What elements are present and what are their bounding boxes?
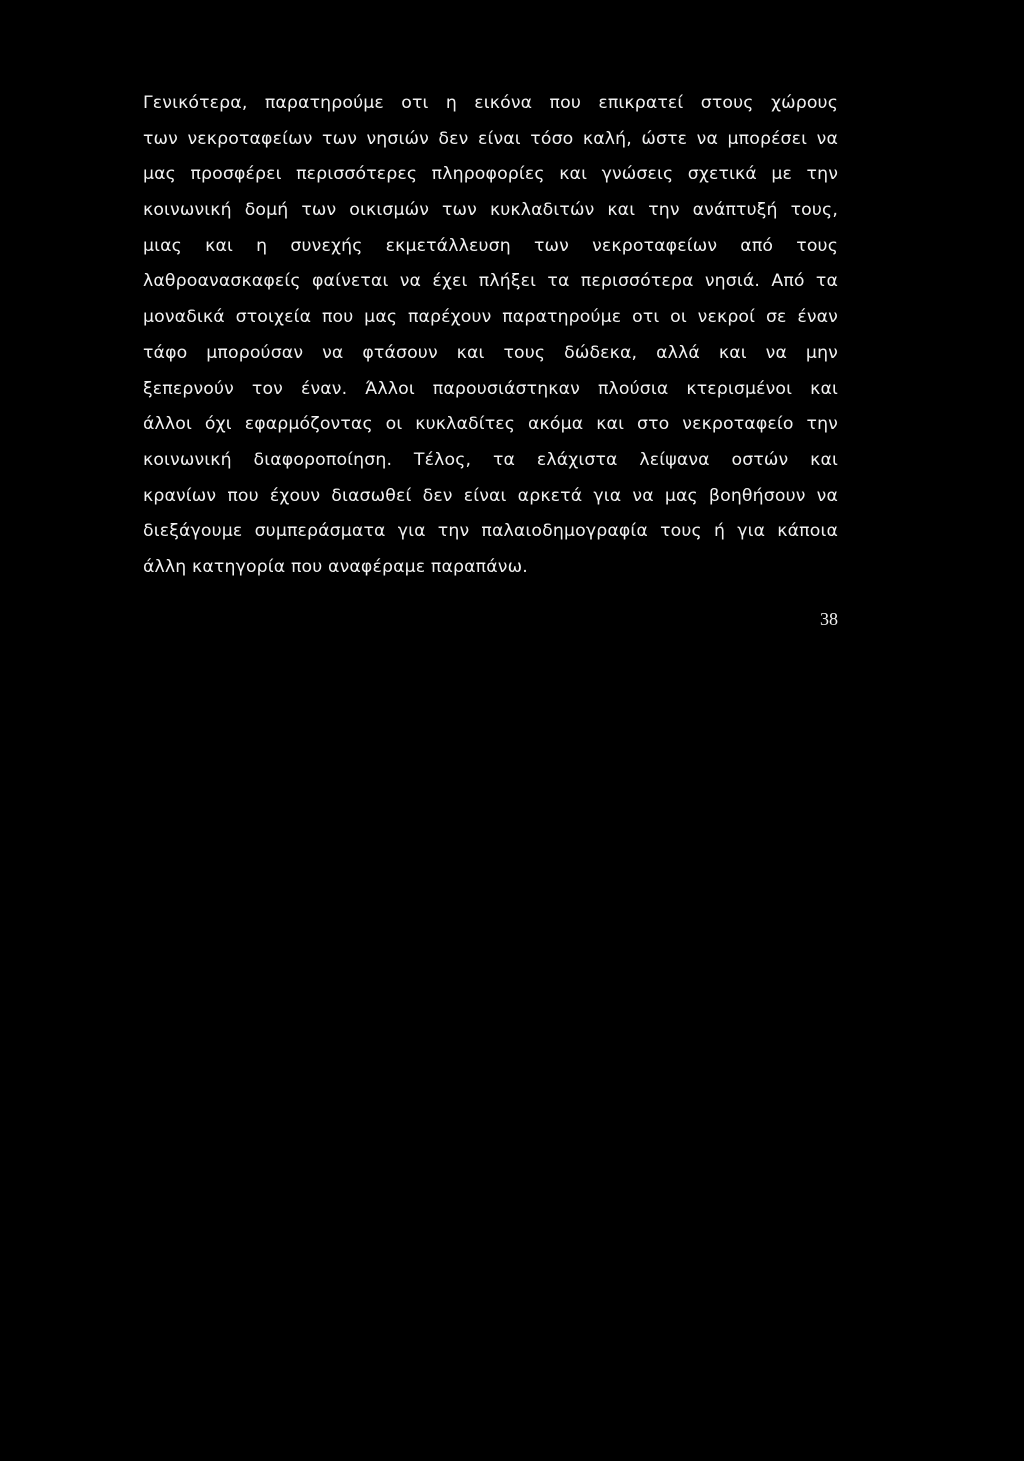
paragraph-line: τάφο μπορούσαν να φτάσουν και τους δώδεκα, αλλά και να μην — [143, 342, 838, 363]
paragraph-line: κοινωνική διαφοροποίηση. Τέλος, τα ελάχιστα λείψανα οστών και — [143, 449, 838, 470]
paragraph-line: άλλη κατηγορία που αναφέραμε παραπάνω. — [143, 556, 528, 577]
page-number: 38 — [820, 609, 838, 629]
paragraph-line: λαθροανασκαφείς φαίνεται να έχει πλήξει τα περισσότερα νησιά. Από τα — [143, 271, 838, 292]
paragraph-line: άλλοι όχι εφαρμόζοντας οι κυκλαδίτες ακόμα και στο νεκροταφείο την — [143, 414, 838, 435]
body-paragraph — [143, 86, 838, 586]
paragraph-line: κρανίων που έχουν διασωθεί δεν είναι αρκετά για να μας βοηθήσουν να — [143, 485, 838, 506]
paragraph-line: Γενικότερα, παρατηρούμε οτι η εικόνα που επικρατεί στους χώρους — [143, 93, 838, 113]
paragraph-line: ξεπερνούν τον έναν. Άλλοι παρουσιάστηκαν πλούσια κτερισμένοι και — [143, 378, 838, 399]
paragraph-line: κοινωνική δομή των οικισμών των κυκλαδιτών και την ανάπτυξή τους, — [143, 200, 838, 221]
paragraph-line: διεξάγουμε συμπεράσματα για την παλαιοδημογραφία τους ή για κάποια — [143, 521, 838, 542]
paragraph-line: των νεκροταφείων των νησιών δεν είναι τόσο καλή, ώστε να μπορέσει να — [143, 128, 838, 149]
paragraph-line: μιας και η συνεχής εκμετάλλευση των νεκροταφείων από τους — [143, 235, 838, 256]
paragraph-line: μοναδικά στοιχεία που μας παρέχουν παρατηρούμε οτι οι νεκροί σε έναν — [143, 307, 838, 328]
paragraph-line: μας προσφέρει περισσότερες πληροφορίες και γνώσεις σχετικά με την — [143, 164, 838, 185]
